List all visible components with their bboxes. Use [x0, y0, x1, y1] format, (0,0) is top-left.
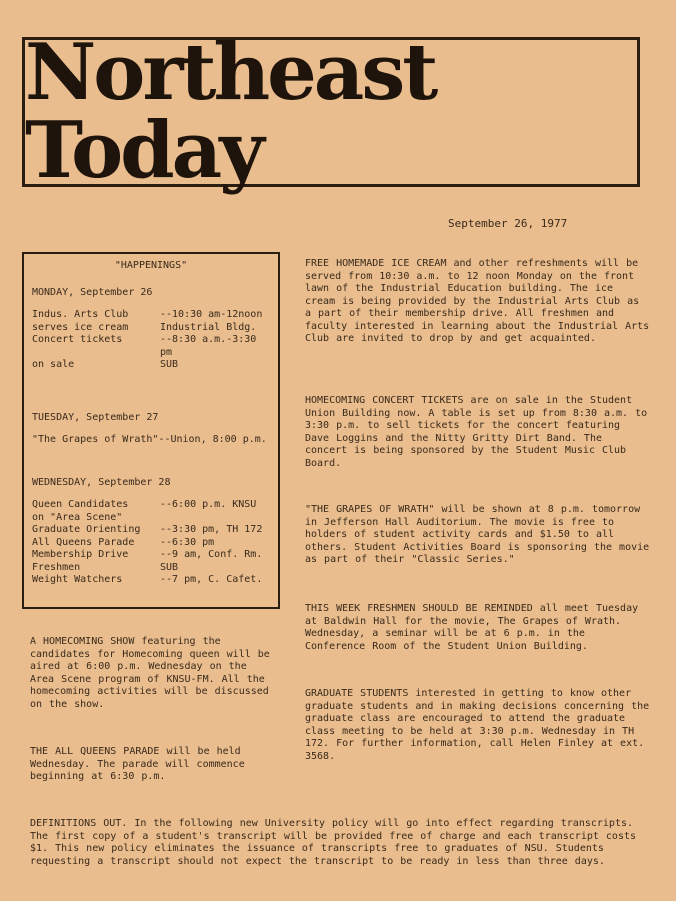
event-row: Membership Drive --9 am, Conf. Rm. [32, 549, 263, 560]
event-row: Freshmen SUB [32, 561, 179, 573]
story-transcript-policy: DEFINITIONS OUT. In the following new University policy will go into effect regarding transcripts. The first copy of a student's transcript will be provided free of charge and each transcript costs $1. This new policy eliminates the issuance of transcripts free to graduates of NSU. Students requesting a transcript should not expect the transcript to be ready in less than three days. [30, 818, 637, 867]
event-row: Queen Candidates --6:00 p.m. KNSU [32, 499, 257, 510]
masthead [22, 27, 640, 196]
story-all-queens-parade: THE ALL QUEENS PARADE will be held Wednesday. The parade will commence beginning at 6:30 p.m. [30, 746, 245, 782]
happenings-box [22, 252, 280, 609]
event-row: serves ice cream Industrial Bldg. [32, 321, 257, 333]
event-row: All Queens Parade --6:30 pm [32, 536, 215, 548]
event-row: "The Grapes of Wrath"--Union, 8:00 p.m. [32, 434, 267, 445]
event-row: Indus. Arts Club --10:30 am-12noon [32, 309, 263, 320]
event-row: on "Area Scene" [32, 511, 123, 523]
event-row: on sale SUB [32, 359, 179, 370]
issue-date: September 26, 1977 [448, 217, 568, 230]
story-concert-tickets: HOMECOMING CONCERT TICKETS are on sale in the Student Union Building now. A table is set up from 8:30 a.m. to 3:30 p.m. to sell tickets for the concert featuring Dave Loggins and the Nitty Gritty Dirt Band. The concert is being sponsored by the Student Music Club Board. [305, 395, 648, 469]
event-row: Graduate Orienting --3:30 pm, TH 172 [32, 524, 263, 535]
story-graduate-students: GRADUATE STUDENTS interested in getting to know other graduate students and in making decisions concerning the graduate class are encouraged to attend the graduate class meeting to be held at 3:30 p.m. Wednesday in TH 172. For further information, call Helen Finley at ext. 3568. [305, 688, 650, 762]
newsletter-title: Northeast Today [25, 27, 436, 196]
story-ice-cream: FREE HOMEMADE ICE CREAM and other refreshments will be served from 10:30 a.m. to 12 noon Monday on the front lawn of the Industrial Education building. The ice cream is being provided by the Industrial Arts Club as a part of their membership drive. All freshmen and faculty interested in learning about the Industrial Arts Club are invited to drop by and get acquainted. [305, 258, 650, 344]
happenings-title: "HAPPENINGS" [114, 260, 188, 271]
day-heading-monday: MONDAY, September 26 [32, 286, 153, 298]
day-heading-wednesday: WEDNESDAY, September 28 [32, 476, 171, 488]
event-row: Weight Watchers --7 pm, C. Cafet. [32, 574, 263, 585]
event-row: Concert tickets --8:30 a.m.-3:30 pm [32, 334, 257, 358]
day-heading-tuesday: TUESDAY, September 27 [32, 411, 159, 423]
story-grapes-of-wrath: "THE GRAPES OF WRATH" will be shown at 8 p.m. tomorrow in Jefferson Hall Auditorium. The movie is free to holders of student activity cards and $1.50 to all others. Student Activities Board is sponsoring the movie as part of their "Classic Series." [305, 504, 650, 565]
story-freshmen-membership: THIS WEEK FRESHMEN SHOULD BE REMINDED all meet Tuesday at Baldwin Hall for the movie, The Grapes of Wrath. Wednesday, a seminar will be at 6 p.m. in the Conference Room of the Student Union Building. [305, 603, 639, 652]
story-homecoming-show: A HOMECOMING SHOW featuring the candidates for Homecoming queen will be aired at 6:00 p.m. Wednesday on the Area Scene program of KNSU-FM. All the homecoming activities will be discussed on the show. [30, 636, 270, 710]
